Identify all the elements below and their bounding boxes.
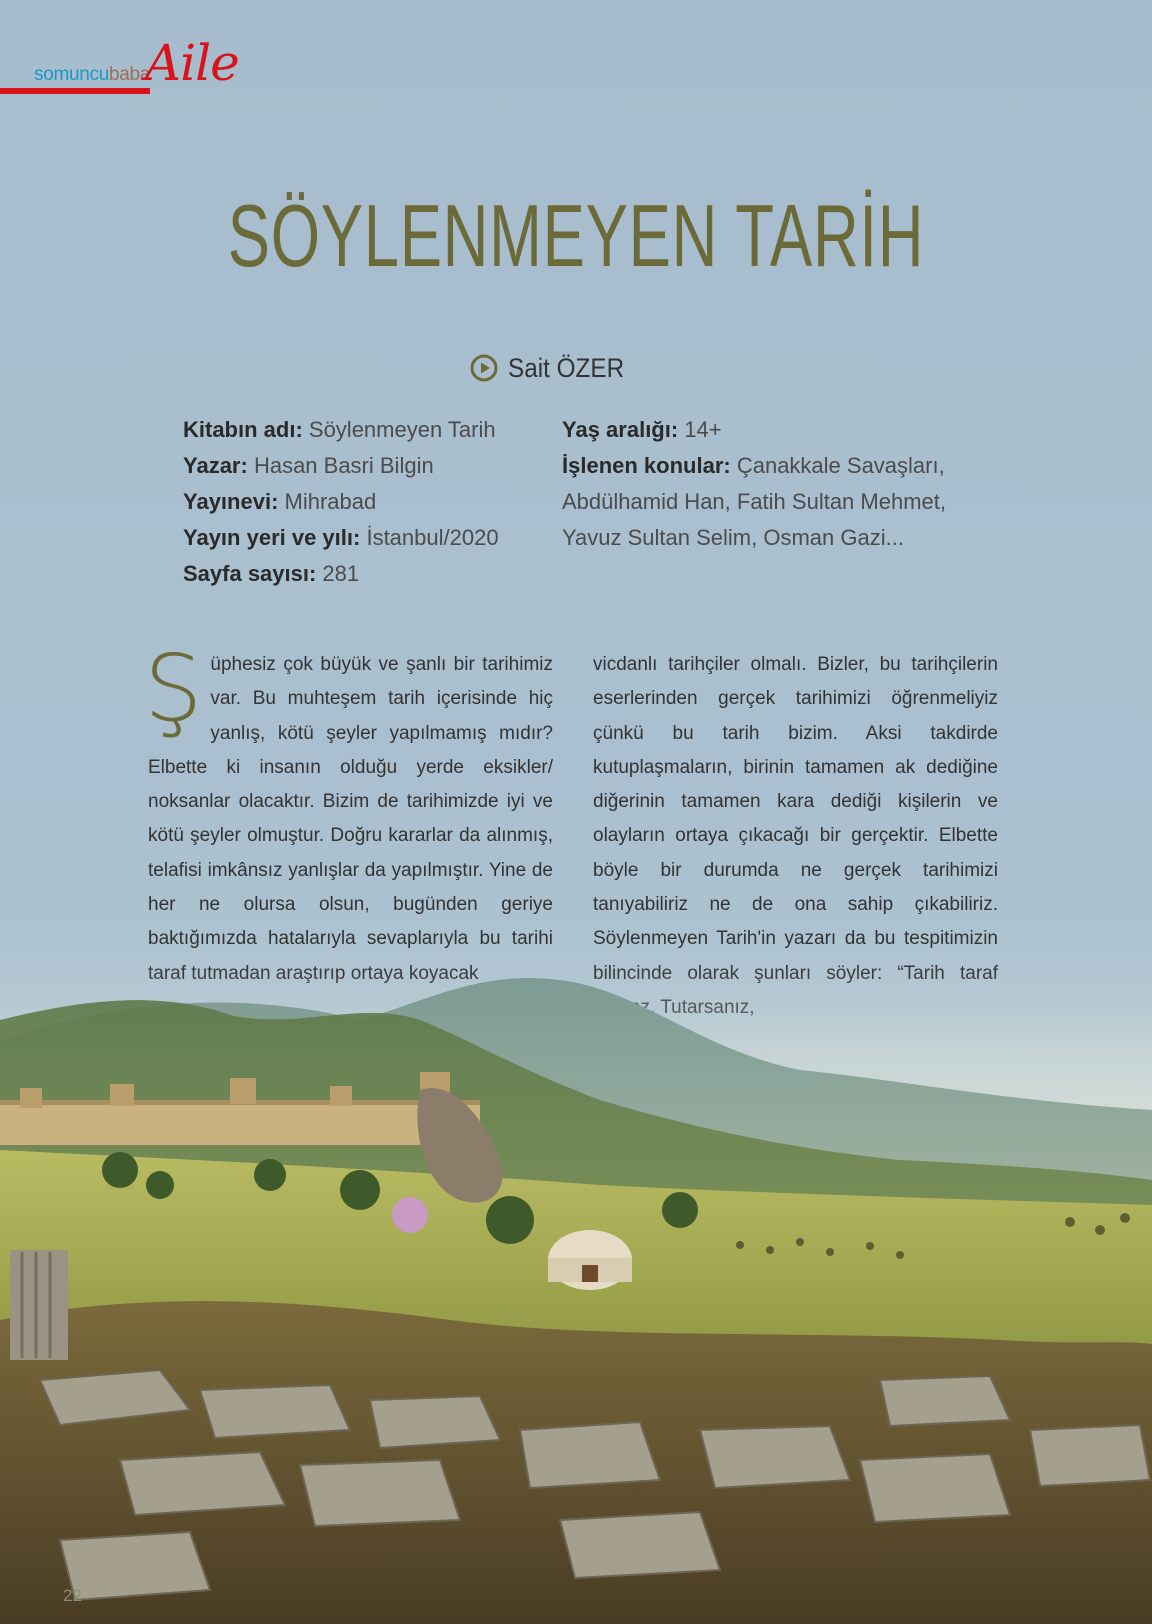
play-circle-icon <box>470 354 498 382</box>
info-value: Abdülhamid Han, Fatih Sultan Mehmet, <box>562 489 946 514</box>
brand-wordmark-part-2: baba <box>109 64 151 85</box>
info-value: Yavuz Sultan Selim, Osman Gazi... <box>562 525 904 550</box>
info-value: Söylenmeyen Tarih <box>302 417 496 442</box>
body-text-right: vicdanlı tarihçiler olmalı. Bizler, bu tarihçilerin eserlerinden gerçek tarihimizi öğrenmeliyiz çünkü bu tarih bizim. Aksi takdirde kutuplaşmaların, birinin tamamen ak dediğine diğerinin tamamen kara dediği kişilerin ve olayların ortaya çıkacağı bir gerçektir. Elbette böyle bir durumda ne gerçek tarihimizi tanıyabiliriz ne de ona sahip çıkabiliriz. Söylenmeyen Tarih'in yazarı da bu tespitimizin <box>593 654 998 950</box>
drop-cap: Ş <box>144 635 203 742</box>
info-value: Mihrabad <box>278 489 377 514</box>
info-key: Kitabın adı: <box>183 417 303 442</box>
brand-wordmark-part-1: somuncu <box>34 64 109 85</box>
author-byline <box>470 350 637 386</box>
info-row <box>183 448 499 484</box>
landscape-illustration <box>0 960 1152 1624</box>
page-number: 22 <box>63 1586 82 1605</box>
info-row <box>183 484 499 520</box>
info-key: Sayfa sayısı: <box>183 561 317 586</box>
info-value: Hasan Basri Bilgin <box>247 453 434 478</box>
body-column-left <box>144 635 553 991</box>
body-text-left: üphesiz çok büyük ve şanlı bir tarihimiz var. Bu muhteşem tarih içerisinde hiç yanlış, kötü şeyler yapılmamış mıdır? Elbette ki insanın olduğu yerde eksikler/ noksanlar olacaktır. Bizim de tarihimizde iyi ve kötü şeyler olmuştur. Doğru kararlar da alınmış, telafisi imkânsız yanlışlar da yapılmıştır. Yine de her ne olursa olsun, bugünden geriye baktığımızda hatalarıyla sevaplarıyla bu tarihi <box>148 654 553 950</box>
info-value: İstanbul/2020 <box>360 525 499 550</box>
info-row <box>183 412 499 448</box>
author-name: Sait ÖZER <box>508 352 625 383</box>
info-row-topics <box>562 448 982 484</box>
info-value: 14+ <box>678 417 722 442</box>
info-row <box>183 556 499 592</box>
info-value: Çanakkale Savaşları, <box>730 453 945 478</box>
brand-wordmark <box>34 64 150 86</box>
book-info-left <box>183 412 499 592</box>
info-value: 281 <box>316 561 360 586</box>
article-title: SÖYLENMEYEN TARİH <box>227 186 925 285</box>
info-key: Yayın yeri ve yılı: <box>183 525 361 550</box>
brand-red-bar <box>0 88 150 94</box>
book-info-right <box>562 412 982 556</box>
info-key: Yazar: <box>183 453 248 478</box>
info-key: Yaş aralığı: <box>562 417 679 442</box>
brand-logo <box>0 34 260 108</box>
section-name: Aile <box>145 34 239 92</box>
info-key: İşlenen konular: <box>562 453 731 478</box>
info-row <box>183 520 499 556</box>
info-row-age <box>562 412 982 448</box>
info-key: Yayınevi: <box>183 489 279 514</box>
